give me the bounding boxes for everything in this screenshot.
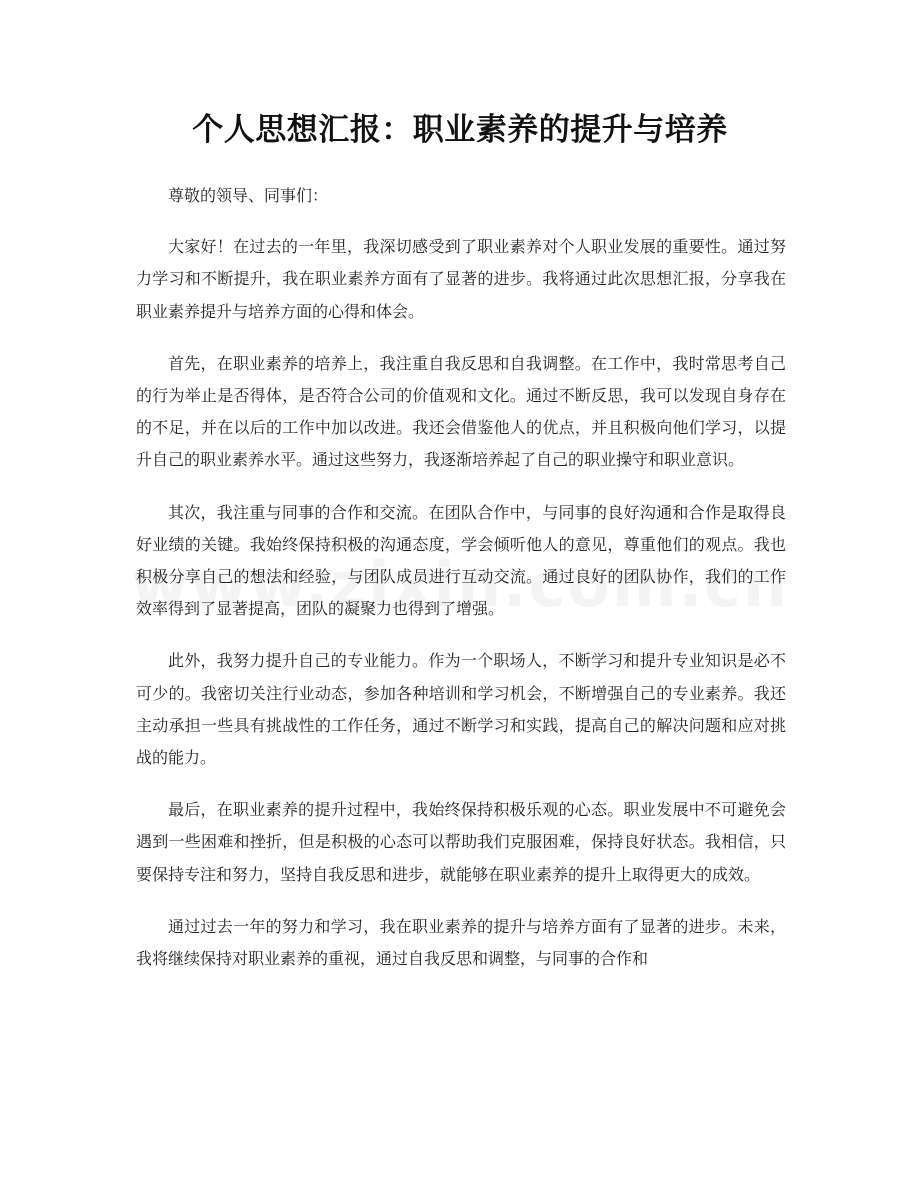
- paragraph-intro: 大家好！在过去的一年里，我深切感受到了职业素养对个人职业发展的重要性。通过努力学习和不断提升，我在职业素养方面有了显著的进步。我将通过此次思想汇报，分享我在职业素养提升与培养方面的心得和体会。: [136, 237, 786, 321]
- paragraph-self-reflection: 首先，在职业素养的培养上，我注重自我反思和自我调整。在工作中，我时常思考自己的行为举止是否得体，是否符合公司的价值观和文化。通过不断反思，我可以发现自身存在的不足，并在以后的工作中加以改进。我还会借鉴他人的优点，并且积极向他们学习，以提升自己的职业素养水平。通过这些努力，我逐渐培养起了自己的职业操守和职业意识。: [136, 353, 786, 470]
- paragraph-summary: 通过过去一年的努力和学习，我在职业素养的提升与培养方面有了显著的进步。未来，我将继续保持对职业素养的重视，通过自我反思和调整，与同事的合作和: [136, 916, 786, 969]
- paragraph-teamwork: 其次，我注重与同事的合作和交流。在团队合作中，与同事的良好沟通和合作是取得良好业绩的关键。我始终保持积极的沟通态度，学会倾听他人的意见，尊重他们的观点。我也积极分享自己的想法和经验，与团队成员进行互动交流。通过良好的团队协作，我们的工作效率得到了显著提高，团队的凝聚力也得到了增强。: [136, 502, 786, 619]
- paragraph-positive-attitude: 最后，在职业素养的提升过程中，我始终保持积极乐观的心态。职业发展中不可避免会遇到一些困难和挫折，但是积极的心态可以帮助我们克服困难，保持良好状态。我相信，只要保持专注和努力，坚持自我反思和进步，就能够在职业素养的提升上取得更大的成效。: [136, 800, 786, 884]
- page-title: 个人思想汇报：职业素养的提升与培养: [192, 112, 728, 148]
- greeting-line: 尊敬的领导、同事们：: [168, 186, 329, 205]
- document-body: [136, 180, 786, 995]
- paragraph-professional-skills: 此外，我努力提升自己的专业能力。作为一个职场人，不断学习和提升专业知识是必不可少的。我密切关注行业动态，参加各种培训和学习机会，不断增强自己的专业素养。我还主动承担一些具有挑战性的工作任务，通过不断学习和实践，提高自己的解决问题和应对挑战的能力。: [136, 651, 786, 768]
